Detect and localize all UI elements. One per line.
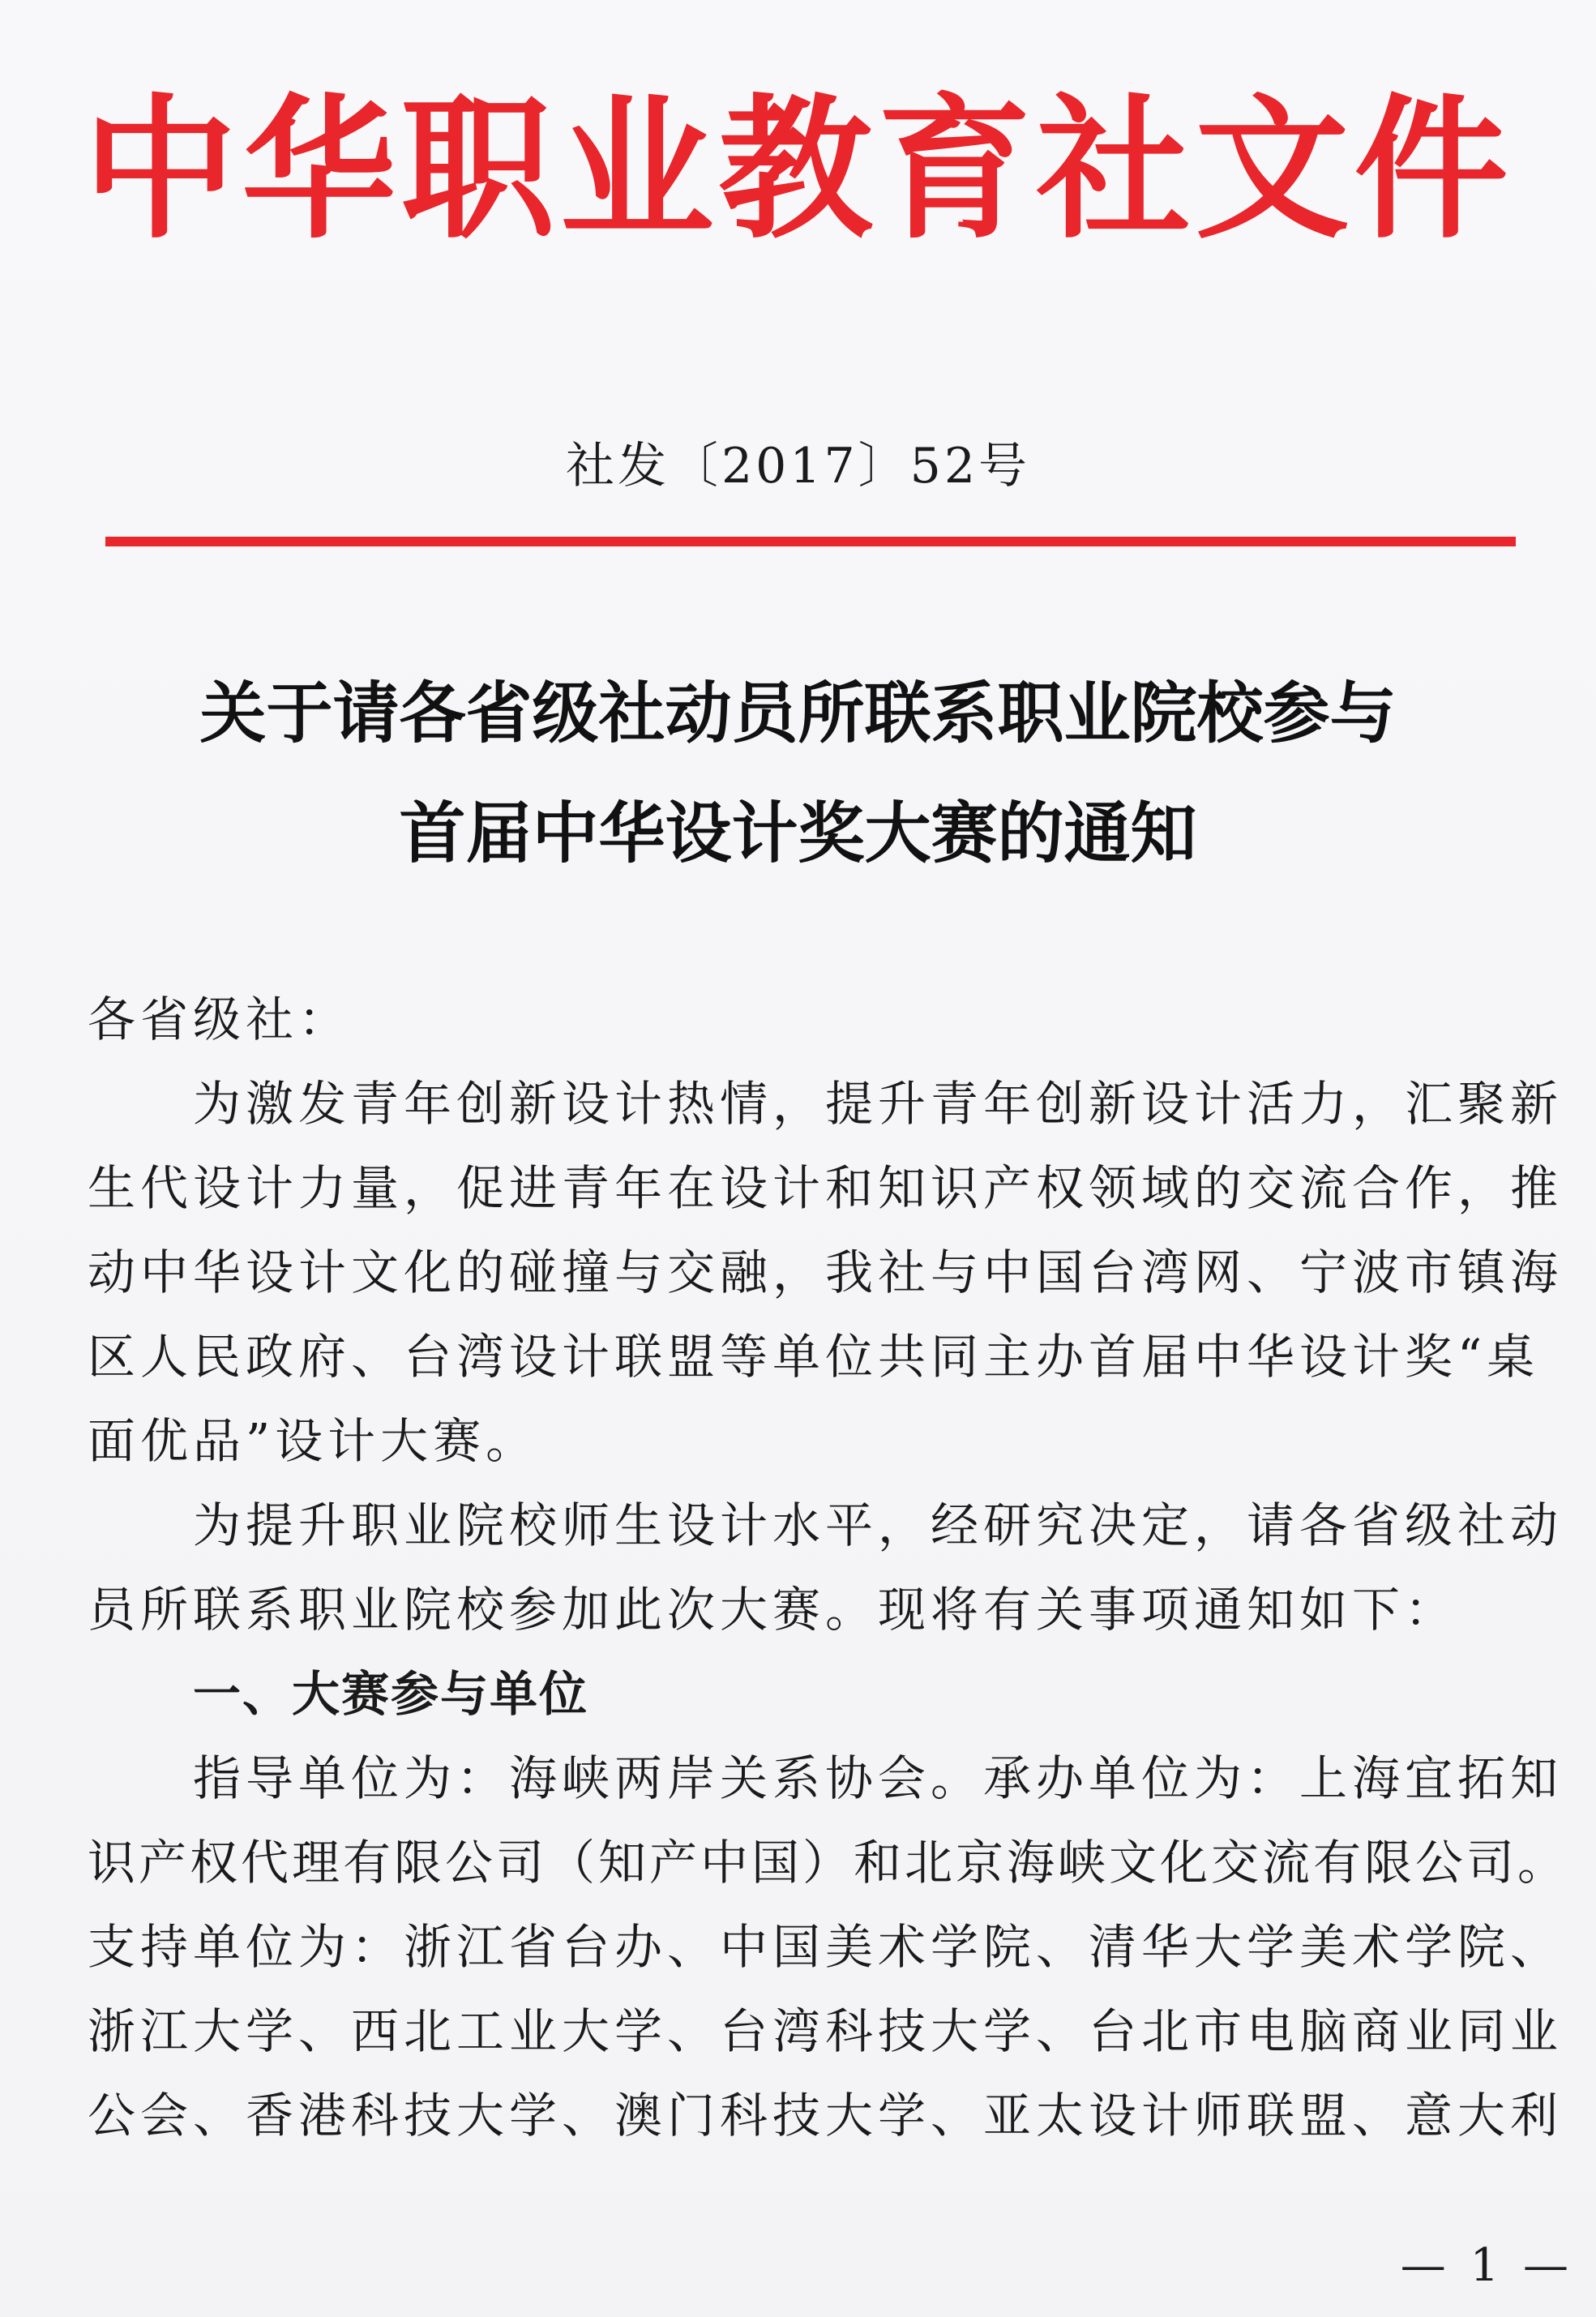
document-number: 社发〔2017〕52号 [565,438,1031,495]
section-1-heading: 一、大赛参与单位 [193,1666,589,1722]
page-number: — 1 — [1400,2239,1573,2292]
masthead-title: 中华职业教育社文件 [83,80,1513,259]
paragraph-3-line: 支持单位为：浙江省台办、中国美术学院、清华大学美术学院、 [88,1919,1564,1975]
paragraph-1-line: 动中华设计文化的碰撞与交融，我社与中国台湾网、宁波市镇海 [88,1244,1564,1300]
paragraph-1-line: 面优品”设计大赛。 [88,1413,539,1469]
paragraph-3-line: 公会、香港科技大学、澳门科技大学、亚太设计师联盟、意大利 [88,2088,1564,2144]
notice-body [88,978,1579,2194]
paragraph-1-line: 为激发青年创新设计热情，提升青年创新设计活力，汇聚新 [193,1076,1564,1132]
paragraph-1-line: 生代设计力量，促进青年在设计和知识产权领域的交流合作，推 [88,1160,1564,1216]
paragraph-3-line: 指导单位为：海峡两岸关系协会。承办单位为：上海宜拓知 [193,1750,1564,1806]
notice-title-line-1: 关于请各省级社动员所联系职业院校参与 [199,675,1397,752]
salutation: 各省级社： [88,991,352,1047]
paragraph-2-line: 为提升职业院校师生设计水平，经研究决定，请各省级社动 [193,1497,1564,1553]
red-divider-line [105,537,1516,546]
paragraph-3-line: 识产权代理有限公司（知产中国）和北京海峡文化交流有限公司。 [88,1835,1569,1891]
paragraph-3-line: 浙江大学、西北工业大学、台湾科技大学、台北市电脑商业同业 [88,2003,1564,2059]
paragraph-1-line: 区人民政府、台湾设计联盟等单位共同主办首届中华设计奖“桌 [88,1329,1540,1385]
paragraph-2-line: 员所联系职业院校参加此次大赛。现将有关事项通知如下： [88,1582,1458,1638]
notice-title-line-2: 首届中华设计奖大赛的通知 [399,794,1197,872]
